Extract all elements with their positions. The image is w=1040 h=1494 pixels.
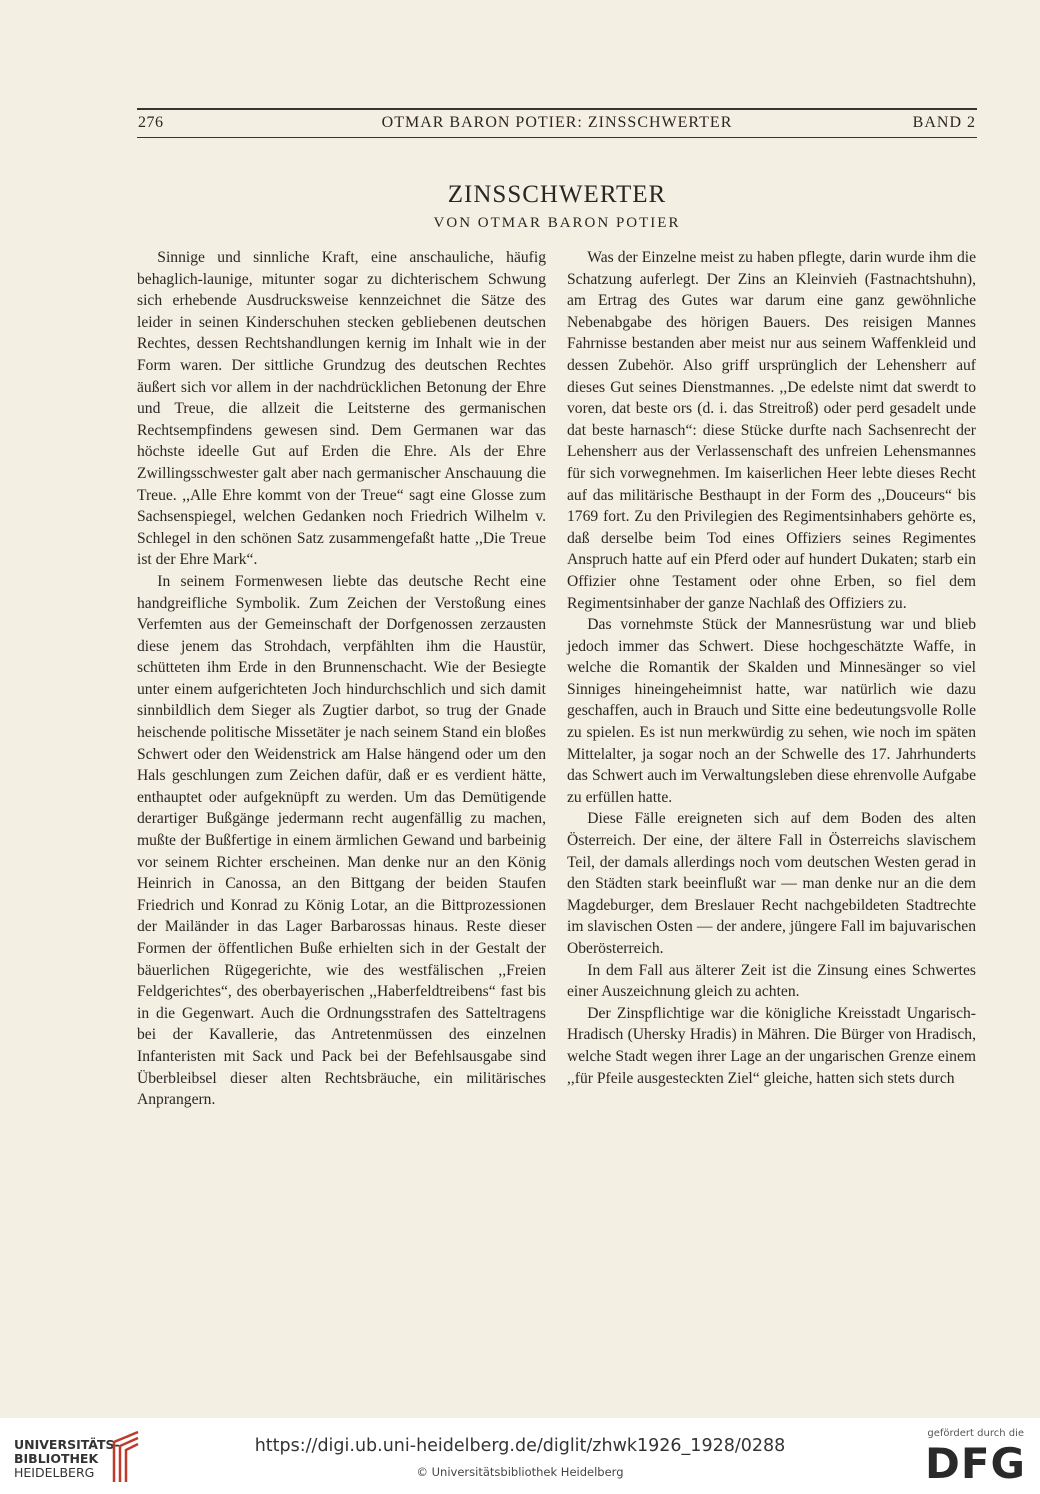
- paragraph: Diese Fälle ereigneten sich auf dem Boden des alten Österreich. Der eine, der ältere Fall in Österreichs slavischem Teil, der damals allerdings noch vom deutschen Westen gerad in den Städten stark beeinflußt war — man denke nur an die dem Magdeburger, dem Breslauer Recht nachgebildeten Stadtrechte im slavischen Osten — der andere, jüngere Fall im bajuvarischen Oberösterreich.: [567, 810, 976, 957]
- paragraph: Der Zinspflichtige war die königliche Kreisstadt Ungarisch-Hradisch (Uhersky Hradis) in Mähren. Die Bürger von Hradisch, welche Stadt wegen ihrer Lage an der ungarischen Grenze einem ,,für Pfeile ausgesteckten Ziel“ gleiche, hatten sich stets durch: [567, 1004, 976, 1087]
- right-column: [567, 247, 976, 1089]
- paragraph: In dem Fall aus älterer Zeit ist die Zinsung eines Schwertes einer Auszeichnung gleich zu achten.: [567, 961, 976, 1001]
- library-name-line2: BIBLIOTHEK: [14, 1451, 99, 1466]
- volume-label: BAND 2: [912, 114, 976, 131]
- library-name-line3: HEIDELBERG: [14, 1465, 95, 1480]
- paragraph: Sinnige und sinnliche Kraft, eine anschauliche, häufig behaglich-launige, mitunter sogar zu dichterischem Schwung sich erhebende Ausdrucksweise kennzeichnet die Sätze des leider in seinen Kinderschuhen stecken gebliebenen deutschen Rechtes, dessen Rechtshandlungen kernig im Inhalt wie in der Form waren. Der sittliche Grundzug des deutschen Rechtes äußert sich vor allem in der nachdrücklichen Betonung der Ehre und Treue, die allzeit die Leitsterne des germanischen Rechtsempfindens gewesen sind. Dem Germanen war das höchste ideelle Gut auf Erden die Ehre. Als der Ehre Zwillingsschwester galt aber nach germanischer Anschauung die Treue. ,,Alle Ehre kommt von der Treue“ sagt eine Glosse zum Sachsenspiegel, welchen Gedanken noch Friedrich Wilhelm v. Schlegel in den schönen Satz zusammengefaßt hatte ,,Die Treue ist der Ehre Mark“.: [137, 249, 546, 569]
- permalink-url[interactable]: https://digi.ub.uni-heidelberg.de/diglit/zhwk1926_1928/0288: [254, 1436, 786, 1456]
- paragraph: Das vornehmste Stück der Mannesrüstung war und blieb jedoch immer das Schwert. Diese hochgeschätzte Waffe, in welche die Romantik der Skalden und Minnesänger so viel Sinniges hineingeheimnist hatte, war natürlich wie dazu geschaffen, auch in Brauch und Sitte eine bedeutungsvolle Rolle zu spielen. Es ist nun merkwürdig zu sehen, wie noch im späten Mittelalter, ja sogar noch an der Schwelle des 17. Jahrhunderts das Schwert auch im Verwaltungsleben diese ehrenvolle Aufgabe zu erfüllen hatte.: [567, 616, 976, 806]
- left-column: [137, 247, 546, 1111]
- library-name-line1: UNIVERSITÄTS-: [14, 1437, 120, 1452]
- article-byline: VON OTMAR BARON POTIER: [433, 215, 681, 231]
- viewer-footer: [0, 1418, 1040, 1494]
- paragraph: Was der Einzelne meist zu haben pflegte, darin wurde ihm die Schatzung auferlegt. Der Zins an Kleinvieh (Fastnachtshuhn), am Ertrag des Gutes war darum eine ganz gewöhnliche Nebenabgabe des hörigen Bauers. Des reisigen Mannes Fahrnisse bestanden aber meist nur aus seinem Waffenkleid und dessen Zubehör. Also griff ursprünglich der Lehensherr auf dieses Gut seines Dienstmannes. ,,De edelste nimt dat swerdt to voren, dat beste ors (d. i. das Streitroß) oder perd gesadelt unde dat beste harnasch“: diese Stücke durfte nach Sachsenrecht der Lehensherr aus der Verlassenschaft des unfreien Lehensmannes für sich vorwegnehmen. Im kaiserlichen Heer lebte dieses Recht auf das militärische Besthaupt in der Form des ,,Douceurs“ bis 1769 fort. Zu den Privilegien des Regimentsinhabers gehörte es, daß derselbe beim Tod eines Offiziers seines Regimentes Anspruch hatte auf ein Pferd oder auf hundert Dukaten; starb ein Offizier ohne Testament oder ohne Erben, so fiel dem Regimentsinhaber der ganze Nachlaß des Offiziers zu.: [567, 249, 976, 612]
- article-title: ZINSSCHWERTER: [447, 181, 667, 208]
- dfg-logo[interactable]: DFG: [924, 1439, 1026, 1488]
- page-number: 276: [138, 114, 164, 131]
- running-title: OTMAR BARON POTIER: ZINSSCHWERTER: [381, 114, 733, 131]
- paragraph: In seinem Formenwesen liebte das deutsche Recht eine handgreifliche Symbolik. Zum Zeichen der Verstoßung eines Verfemten aus der Gemeinschaft der Dorfgenossen zerzausten diese jenem das Strohdach, verpfählten ihm die Haustür, schütteten ihm Erde in den Brunnenschacht. Wie der Besiegte unter einem aufgerichteten Joch hindurchschlich und sich damit sinnbildlich dem Sieger als Zugtier darbot, so trug der Gnade heischende politische Missetäter je nach seinem Stand ein bloßes Schwert oder den Weidenstrick am Halse hängend oder um den Hals geschlungen zum Zeichen dafür, daß er es verdient hätte, enthauptet oder aufgeknüpft zu werden. Um das Demütigende derartiger Bußgänge jedermann recht augenfällig zu machen, mußte der Bußfertige in einem ärmlichen Gewand und barbeinig vor seinem Richter erscheinen. Man denke nur an den König Heinrich in Canossa, an den Bittgang der beiden Staufen Friedrich und Konrad zu König Lotar, an die Bittprozessionen der Mailänder in das Lager Barbarossas hinaus. Reste dieser Formen der öffentlichen Buße erhielten sich in der Gestalt der bäuerlichen Rügegerichte, wie des westfälischen ,,Freien Feldgerichtes“, des oberbayerischen ,,Haberfeldtreibens“ fast bis in die Gegenwart. Auch die Ordnungsstrafen des Satteltragens bei der Kavallerie, das Antretenmüssen des einzelnen Infanteristen mit Sack und Pack bei der Befehlsausgabe sind Überbleibsel dieser alten Rechtsbräuche, ein militärisches Anprangern.: [137, 572, 546, 1109]
- header-rule-bottom: [137, 137, 977, 138]
- copyright-notice: © Universitätsbibliothek Heidelberg: [416, 1465, 624, 1479]
- header-rule-top: [137, 108, 977, 110]
- funding-note: gefördert durch die: [927, 1428, 1024, 1439]
